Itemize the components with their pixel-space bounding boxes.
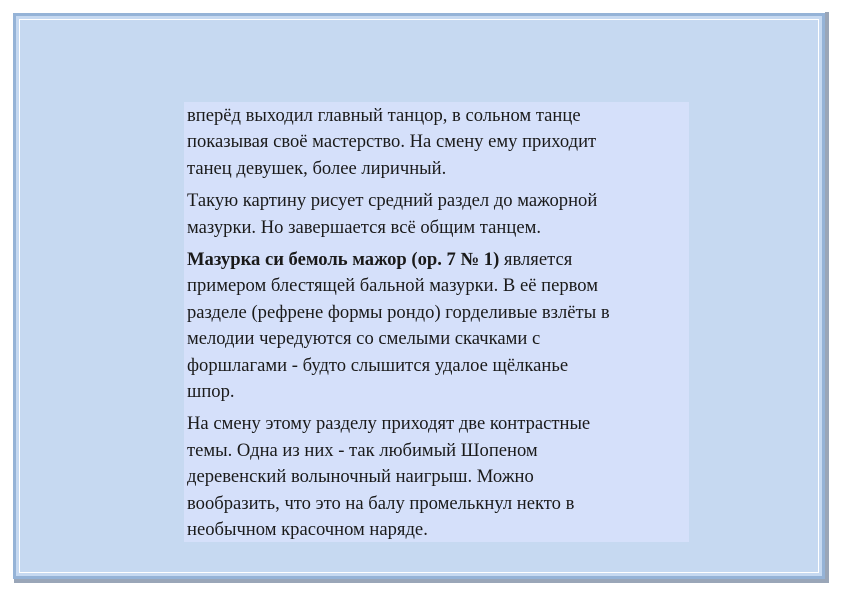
paragraph-4: На смену этому разделу приходят две контрастные темы. Одна из них - так любимый Шопеном деревенский волыночный наигрыш. Можно вообразить, что это на балу промелькнул некто в необычном красочном наряде. xyxy=(187,413,591,541)
mazurka-title: Мазурка си бемоль мажор (ор. 7 № 1) xyxy=(187,249,500,271)
slide-shadow-bottom xyxy=(14,579,829,583)
text-box[interactable] xyxy=(184,102,689,542)
paragraph-3-text: является примером блестящей бальной мазурки. В её первом разделе (рефрене формы рондо) горделивые взлёты в мелодии чередуются со смелыми скачками с форшлагами - будто слышится удалое щёлканье шпор. xyxy=(187,249,610,403)
paragraph-2: Такую картину рисует средний раздел до мажорной мазурки. Но завершается всё общим танцем. xyxy=(187,190,598,238)
slide-frame xyxy=(13,13,825,579)
paragraph-1: вперёд выходил главный танцор, в сольном танце показывая своё мастерство. На смену ему приходит танец девушек, более лиричный. xyxy=(187,105,597,179)
paragraph-3 xyxy=(187,247,689,405)
slide-shadow-right xyxy=(825,12,829,582)
